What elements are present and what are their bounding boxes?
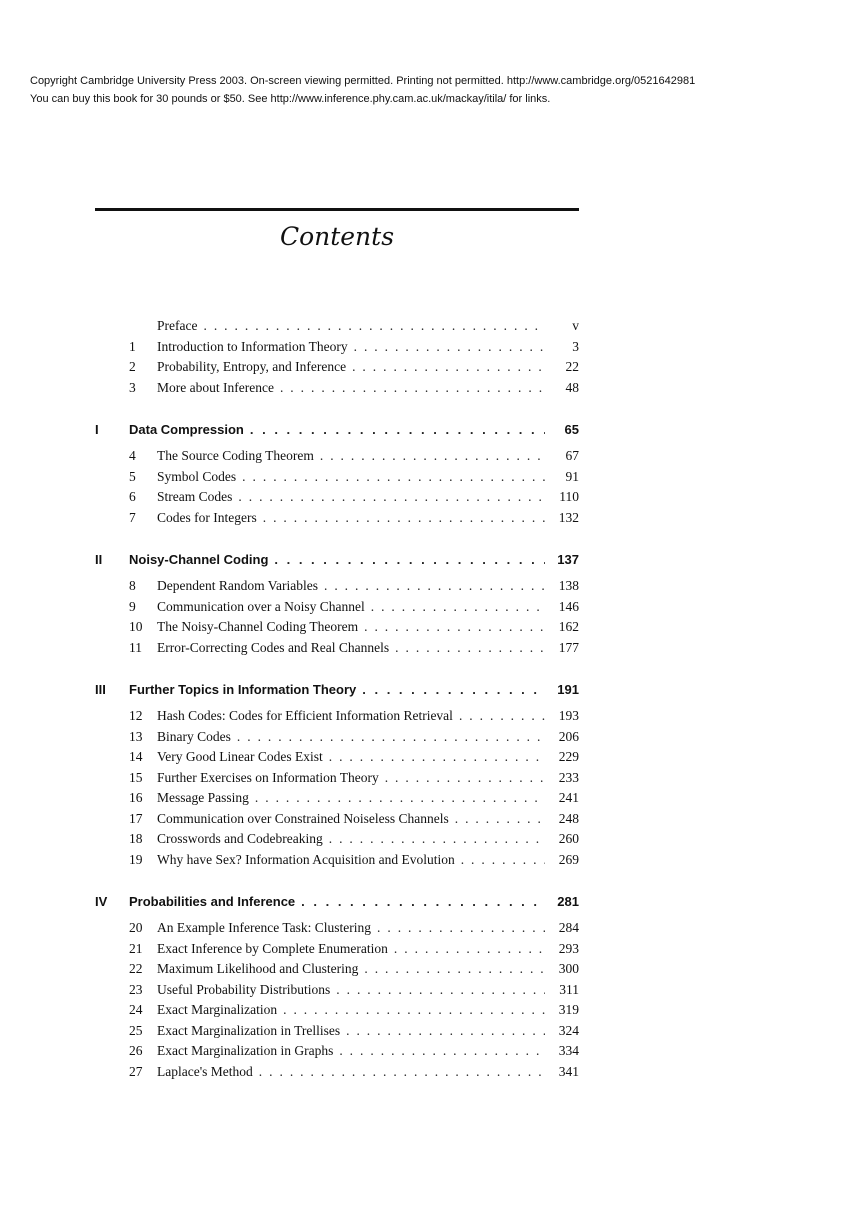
chapter-title: Introduction to Information Theory: [157, 338, 348, 354]
page-number: 248: [558, 810, 579, 826]
toc-chapter-entry[interactable]: [95, 852, 579, 873]
dot-leader: [354, 339, 545, 355]
part-page-number: 191: [557, 682, 579, 697]
page-number: 269: [558, 851, 579, 867]
toc-part-entry[interactable]: [95, 894, 579, 920]
toc-chapter-entry[interactable]: [95, 770, 579, 791]
part-title: Further Topics in Information Theory: [129, 682, 357, 697]
dot-leader: [362, 682, 545, 697]
chapter-title: Stream Codes: [157, 489, 233, 504]
copyright-notice: [30, 72, 695, 108]
toc-chapter-entry[interactable]: [95, 599, 579, 620]
chapter-number: 1: [129, 338, 136, 354]
page-number: 284: [558, 920, 579, 935]
chapter-number: 19: [129, 851, 143, 867]
dot-leader: [242, 469, 545, 485]
dot-leader: [336, 982, 545, 998]
page-number: 162: [558, 619, 579, 634]
chapter-number: 7: [129, 509, 136, 525]
dot-leader: [263, 510, 545, 526]
chapter-number: 18: [129, 831, 143, 846]
page-number: 91: [565, 468, 579, 484]
chapter-number: 21: [129, 940, 143, 956]
dot-leader: [203, 318, 545, 334]
chapter-title: Exact Marginalization: [157, 1002, 278, 1017]
toc-chapter-entry[interactable]: [95, 1064, 579, 1085]
page-number: 22: [565, 359, 579, 374]
page-number: 241: [558, 790, 579, 805]
toc-chapter-entry[interactable]: [95, 448, 579, 469]
dot-leader: [329, 749, 545, 765]
toc-chapter-entry[interactable]: [95, 578, 579, 599]
dot-leader: [339, 1043, 545, 1059]
page-number: 293: [558, 940, 579, 956]
dot-leader: [324, 578, 545, 594]
toc-chapter-entry[interactable]: [95, 489, 579, 510]
page-number: 138: [558, 578, 579, 593]
page-number: v: [572, 318, 579, 333]
page-number: 260: [558, 831, 579, 846]
chapter-title: Laplace's Method: [157, 1063, 253, 1079]
chapter-title: Message Passing: [157, 790, 249, 805]
dot-leader: [455, 811, 545, 827]
part-title: Probabilities and Inference: [129, 894, 296, 909]
chapter-number: 13: [129, 728, 143, 744]
chapter-number: 17: [129, 810, 143, 826]
toc-chapter-entry[interactable]: [95, 359, 579, 380]
page-number: 132: [558, 509, 579, 525]
chapter-title: Communication over Constrained Noiseless Channels: [157, 810, 449, 826]
toc-chapter-entry[interactable]: [95, 318, 579, 339]
copyright-line-2: You can buy this book for 30 pounds or $50. See http://www.inference.phy.cam.ac.uk/mackay/itila/ for links.: [30, 93, 551, 105]
toc-chapter-entry[interactable]: [95, 831, 579, 852]
part-numeral: IV: [95, 894, 108, 909]
chapter-number: 22: [129, 961, 143, 976]
part-title: Data Compression: [129, 422, 244, 437]
chapter-number: 20: [129, 920, 143, 935]
chapter-title: Communication over a Noisy Channel: [157, 598, 365, 614]
toc-chapter-entry[interactable]: [95, 339, 579, 360]
chapter-number: 25: [129, 1022, 143, 1038]
dot-leader: [255, 790, 545, 806]
page-title: Contents: [279, 222, 395, 251]
page-number: 229: [558, 749, 579, 764]
toc-chapter-entry[interactable]: [95, 961, 579, 982]
toc-chapter-entry[interactable]: [95, 790, 579, 811]
chapter-title: Dependent Random Variables: [157, 578, 318, 593]
chapter-title: Exact Inference by Complete Enumeration: [157, 940, 388, 956]
dot-leader: [346, 1023, 545, 1039]
chapter-number: 12: [129, 708, 143, 723]
dot-leader: [394, 941, 545, 957]
part-title: Noisy-Channel Coding: [129, 552, 269, 567]
copyright-line-1: Copyright Cambridge University Press 2003. On-screen viewing permitted. Printing not permitted. http://www.cambridge.org/0521642981: [30, 75, 696, 87]
dot-leader: [237, 729, 545, 745]
chapter-title: Exact Marginalization in Graphs: [157, 1043, 334, 1058]
title-rule: [95, 208, 579, 211]
chapter-title: The Source Coding Theorem: [157, 448, 314, 463]
chapter-number: 4: [129, 448, 136, 463]
toc-chapter-entry[interactable]: [95, 811, 579, 832]
dot-leader: [364, 619, 545, 635]
toc-chapter-entry[interactable]: [95, 640, 579, 661]
toc-part-entry[interactable]: [95, 552, 579, 578]
dot-leader: [364, 961, 545, 977]
chapter-number: 26: [129, 1043, 143, 1058]
page-number: 300: [558, 961, 579, 976]
chapter-title: Maximum Likelihood and Clustering: [157, 961, 359, 976]
dot-leader: [395, 640, 545, 656]
dot-leader: [301, 894, 545, 909]
page-number: 3: [572, 338, 579, 354]
toc-chapter-entry[interactable]: [95, 469, 579, 490]
chapter-title: Very Good Linear Codes Exist: [157, 749, 323, 764]
toc-chapter-entry[interactable]: [95, 749, 579, 770]
part-numeral: III: [95, 682, 106, 697]
page-number: 193: [558, 708, 579, 723]
dot-leader: [377, 920, 545, 936]
part-page-number: 65: [564, 422, 579, 437]
toc-chapter-entry[interactable]: [95, 619, 579, 640]
chapter-title: Probability, Entropy, and Inference: [157, 359, 347, 374]
chapter-title: Error-Correcting Codes and Real Channels: [157, 639, 390, 655]
toc-chapter-entry[interactable]: [95, 982, 579, 1003]
chapter-number: 10: [129, 619, 143, 634]
chapter-number: 14: [129, 749, 143, 764]
chapter-number: 23: [129, 981, 143, 997]
page-number: 67: [565, 448, 579, 463]
chapter-title: Further Exercises on Information Theory: [157, 769, 379, 785]
dot-leader: [352, 359, 545, 375]
chapter-title: Preface: [157, 318, 198, 333]
toc-chapter-entry[interactable]: [95, 1043, 579, 1064]
chapter-number: 3: [129, 379, 136, 395]
dot-leader: [459, 708, 545, 724]
dot-leader: [238, 489, 545, 505]
toc-chapter-entry[interactable]: [95, 510, 579, 531]
chapter-title: Why have Sex? Information Acquisition and Evolution: [157, 851, 455, 867]
dot-leader: [259, 1064, 545, 1080]
dot-leader: [371, 599, 545, 615]
toc-chapter-entry[interactable]: [95, 708, 579, 729]
dot-leader: [385, 770, 545, 786]
toc-chapter-entry[interactable]: [95, 920, 579, 941]
toc-part-entry[interactable]: [95, 422, 579, 448]
dot-leader: [329, 831, 545, 847]
chapter-number: 15: [129, 769, 143, 785]
chapter-number: 24: [129, 1002, 143, 1017]
page-number: 324: [558, 1022, 579, 1038]
chapter-number: 5: [129, 468, 136, 484]
page-number: 177: [558, 639, 579, 655]
toc-chapter-entry[interactable]: [95, 941, 579, 962]
dot-leader: [461, 852, 545, 868]
dot-leader: [274, 552, 545, 567]
page-number: 341: [558, 1063, 579, 1079]
chapter-title: The Noisy-Channel Coding Theorem: [157, 619, 359, 634]
dot-leader: [283, 1002, 545, 1018]
toc-chapter-entry[interactable]: [95, 729, 579, 750]
chapter-title: Codes for Integers: [157, 509, 257, 525]
toc-part-entry[interactable]: [95, 682, 579, 708]
page-number: 146: [558, 598, 579, 614]
part-page-number: 281: [557, 894, 579, 909]
page-number: 110: [559, 489, 579, 504]
chapter-title: An Example Inference Task: Clustering: [157, 920, 371, 935]
chapter-number: 2: [129, 359, 136, 374]
part-page-number: 137: [557, 552, 579, 567]
chapter-number: 8: [129, 578, 136, 593]
part-numeral: II: [95, 552, 103, 567]
part-numeral: I: [95, 422, 99, 437]
chapter-title: Binary Codes: [157, 728, 231, 744]
chapter-number: 6: [129, 489, 136, 504]
page-number: 311: [559, 981, 579, 997]
toc-chapter-entry[interactable]: [95, 380, 579, 401]
dot-leader: [320, 448, 545, 464]
chapter-number: 27: [129, 1063, 143, 1079]
chapter-title: Useful Probability Distributions: [157, 981, 331, 997]
dot-leader: [280, 380, 545, 396]
chapter-title: Hash Codes: Codes for Efficient Information Retrieval: [157, 708, 453, 723]
chapter-number: 9: [129, 598, 136, 614]
chapter-title: Crosswords and Codebreaking: [157, 831, 323, 846]
page-number: 319: [558, 1002, 579, 1017]
toc-chapter-entry[interactable]: [95, 1023, 579, 1044]
page-number: 233: [558, 769, 579, 785]
chapter-number: 16: [129, 790, 143, 805]
dot-leader: [250, 422, 545, 437]
table-of-contents: [95, 318, 579, 1084]
toc-chapter-entry[interactable]: [95, 1002, 579, 1023]
page-number: 206: [558, 728, 579, 744]
chapter-title: Symbol Codes: [157, 468, 237, 484]
chapter-title: Exact Marginalization in Trellises: [157, 1022, 341, 1038]
page-number: 48: [565, 379, 579, 395]
page-number: 334: [558, 1043, 579, 1058]
chapter-number: 11: [129, 639, 142, 655]
chapter-title: More about Inference: [157, 379, 274, 395]
